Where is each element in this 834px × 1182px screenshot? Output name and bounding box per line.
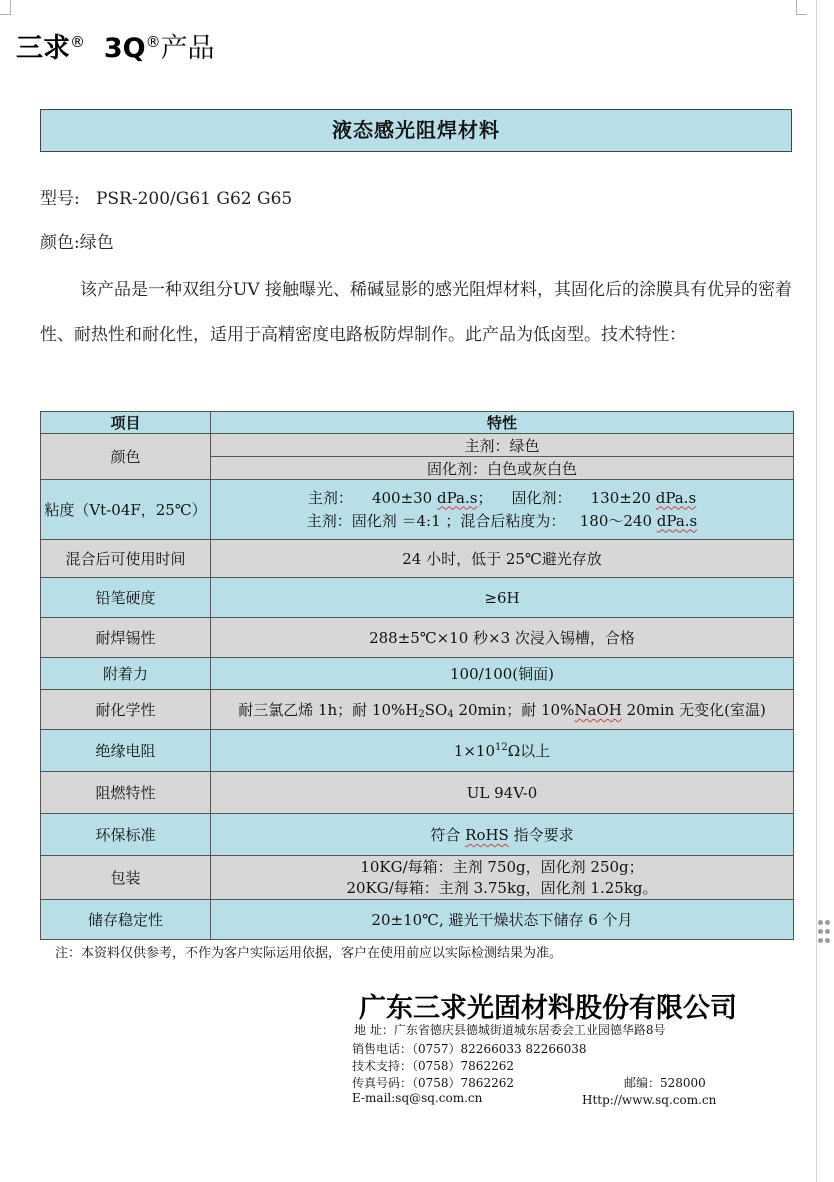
insulation-base: 1×10 bbox=[453, 742, 496, 760]
insulation-exponent: 12 bbox=[495, 742, 508, 753]
model-label: 型号: bbox=[40, 189, 80, 209]
disclaimer-note: 注：本资料仅供参考，不作为客户实际运用依据，客户在使用前应以实际检测结果为准。 bbox=[55, 946, 563, 961]
table-row bbox=[41, 434, 794, 457]
storage-value: 20±10℃, 避光干燥状态下储存 6 个月 bbox=[211, 900, 794, 940]
adhesion-value: 100/100(铜面) bbox=[211, 658, 794, 690]
color-main: 主剂：绿色 bbox=[211, 434, 794, 457]
row-label-package: 包装 bbox=[41, 856, 211, 900]
color-label: 颜色: bbox=[40, 233, 80, 253]
company-address: 地 址：广东省德庆县德城街道城东居委会工业园德华路8号 bbox=[354, 1023, 666, 1037]
postcode: 邮编：528000 bbox=[624, 1076, 706, 1090]
viscosity-mixed-value: 180～240 bbox=[579, 511, 653, 530]
viscosity-unit-3: dPa.s bbox=[656, 511, 698, 530]
model-line bbox=[40, 184, 292, 209]
company-name: 广东三求光固材料股份有限公司 bbox=[359, 993, 737, 1024]
page-edge bbox=[816, 0, 817, 1182]
website-link[interactable]: Http://www.sq.com.cn bbox=[582, 1093, 717, 1107]
viscosity-hardener-label: 固化剂： bbox=[511, 488, 572, 507]
brand-suffix: 产品 bbox=[160, 33, 215, 64]
color-line bbox=[40, 228, 114, 253]
table-row bbox=[41, 540, 794, 578]
drag-handle-icon[interactable] bbox=[816, 920, 832, 950]
row-label-flame: 阻燃特性 bbox=[41, 772, 211, 814]
viscosity-value bbox=[211, 480, 794, 540]
table-row bbox=[41, 730, 794, 772]
tech-support-phone: 技术支持：（0758）7862262 bbox=[352, 1059, 514, 1073]
package-value bbox=[211, 856, 794, 900]
chemical-value bbox=[211, 690, 794, 730]
viscosity-line-1 bbox=[211, 487, 793, 510]
fax-number: 传真号码：（0758）7862262 bbox=[352, 1076, 514, 1090]
spec-table bbox=[40, 411, 794, 940]
pot-life-value: 24 小时，低于 25℃避光存放 bbox=[211, 540, 794, 578]
brand-code: 3Q bbox=[103, 33, 146, 64]
row-label-pot-life: 混合后可使用时间 bbox=[41, 540, 211, 578]
chemical-subscript-2: 2 bbox=[418, 709, 425, 720]
chemical-subscript-4: 4 bbox=[447, 709, 454, 720]
row-label-insulation: 绝缘电阻 bbox=[41, 730, 211, 772]
row-label-env: 环保标准 bbox=[41, 814, 211, 856]
env-text-1: 符合 bbox=[430, 826, 466, 844]
env-text-2: 指令要求 bbox=[508, 826, 574, 844]
row-label-viscosity: 粘度（Vt-04F，25℃） bbox=[41, 480, 211, 540]
chemical-text-3: 20min；耐 10% bbox=[453, 701, 575, 719]
viscosity-unit: dPa.s bbox=[437, 488, 478, 507]
product-description bbox=[40, 268, 800, 358]
row-label-solder: 耐焊锡性 bbox=[41, 618, 211, 658]
crop-mark-top-left bbox=[0, 0, 11, 15]
registered-mark: ® bbox=[70, 33, 85, 51]
table-row bbox=[41, 690, 794, 730]
row-label-storage: 储存稳定性 bbox=[41, 900, 211, 940]
package-line-2: 20KG/每箱：主剂 3.75kg，固化剂 1.25kg。 bbox=[346, 878, 658, 897]
registered-mark-2: ® bbox=[145, 33, 161, 51]
row-label-chemical: 耐化学性 bbox=[41, 690, 211, 730]
color-value: 绿色 bbox=[79, 233, 114, 253]
insulation-suffix: Ω以上 bbox=[507, 742, 551, 760]
crop-mark-top-right bbox=[796, 0, 807, 15]
sales-phone: 销售电话：（0757）82266033 82266038 bbox=[352, 1042, 587, 1056]
row-label-adhesion: 附着力 bbox=[41, 658, 211, 690]
chemical-naoh: NaOH bbox=[574, 701, 622, 719]
header-property: 特性 bbox=[211, 412, 794, 434]
viscosity-ratio: 主剂：固化剂 ＝4:1 ；混合后粘度为： bbox=[306, 511, 566, 530]
table-row bbox=[41, 900, 794, 940]
package-line-1: 10KG/每箱：主剂 750g，固化剂 250g； bbox=[360, 857, 644, 876]
viscosity-line-2 bbox=[211, 510, 793, 533]
flame-value: UL 94V-0 bbox=[211, 772, 794, 814]
table-row bbox=[41, 578, 794, 618]
table-row bbox=[41, 814, 794, 856]
insulation-value bbox=[211, 730, 794, 772]
table-row bbox=[41, 856, 794, 900]
viscosity-hardener-value: 130±20 bbox=[590, 488, 651, 507]
viscosity-main-value: 400±30 bbox=[371, 488, 433, 507]
solder-value: 288±5℃×10 秒×3 次浸入锡槽，合格 bbox=[211, 618, 794, 658]
description-text: 该产品是一种双组分UV 接触曝光、稀碱显影的感光阻焊材料，其固化后的涂膜具有优异的密着性、耐热性和耐化性，适用于高精密度电路板防焊制作。此产品为低卤型。技术特性： bbox=[40, 280, 793, 345]
viscosity-unit-2: dPa.s bbox=[655, 488, 697, 507]
table-row bbox=[41, 480, 794, 540]
model-value: PSR-200/G61 G62 G65 bbox=[95, 189, 293, 209]
env-value bbox=[211, 814, 794, 856]
row-label-pencil: 铅笔硬度 bbox=[41, 578, 211, 618]
table-row bbox=[41, 658, 794, 690]
row-label-color: 颜色 bbox=[41, 434, 211, 480]
document-title: 液态感光阻焊材料 bbox=[40, 109, 792, 152]
viscosity-sep: ； bbox=[477, 488, 493, 507]
table-row bbox=[41, 618, 794, 658]
env-rohs: RoHS bbox=[465, 826, 509, 844]
table-row bbox=[41, 772, 794, 814]
brand-header bbox=[16, 26, 215, 65]
viscosity-main-label: 主剂： bbox=[307, 488, 353, 507]
brand-name: 三求 bbox=[16, 33, 70, 64]
table-header-row bbox=[41, 412, 794, 434]
chemical-text-4: 20min 无变化(室温) bbox=[621, 701, 766, 719]
chemical-text-2: SO bbox=[424, 701, 448, 719]
color-hardener: 固化剂：白色或灰白色 bbox=[211, 457, 794, 480]
email-link[interactable]: E-mail:sq@sq.com.cn bbox=[352, 1091, 483, 1105]
pencil-value: ≥6H bbox=[211, 578, 794, 618]
header-item: 项目 bbox=[41, 412, 211, 434]
chemical-text-1: 耐三氯乙烯 1h；耐 10%H bbox=[238, 701, 419, 719]
